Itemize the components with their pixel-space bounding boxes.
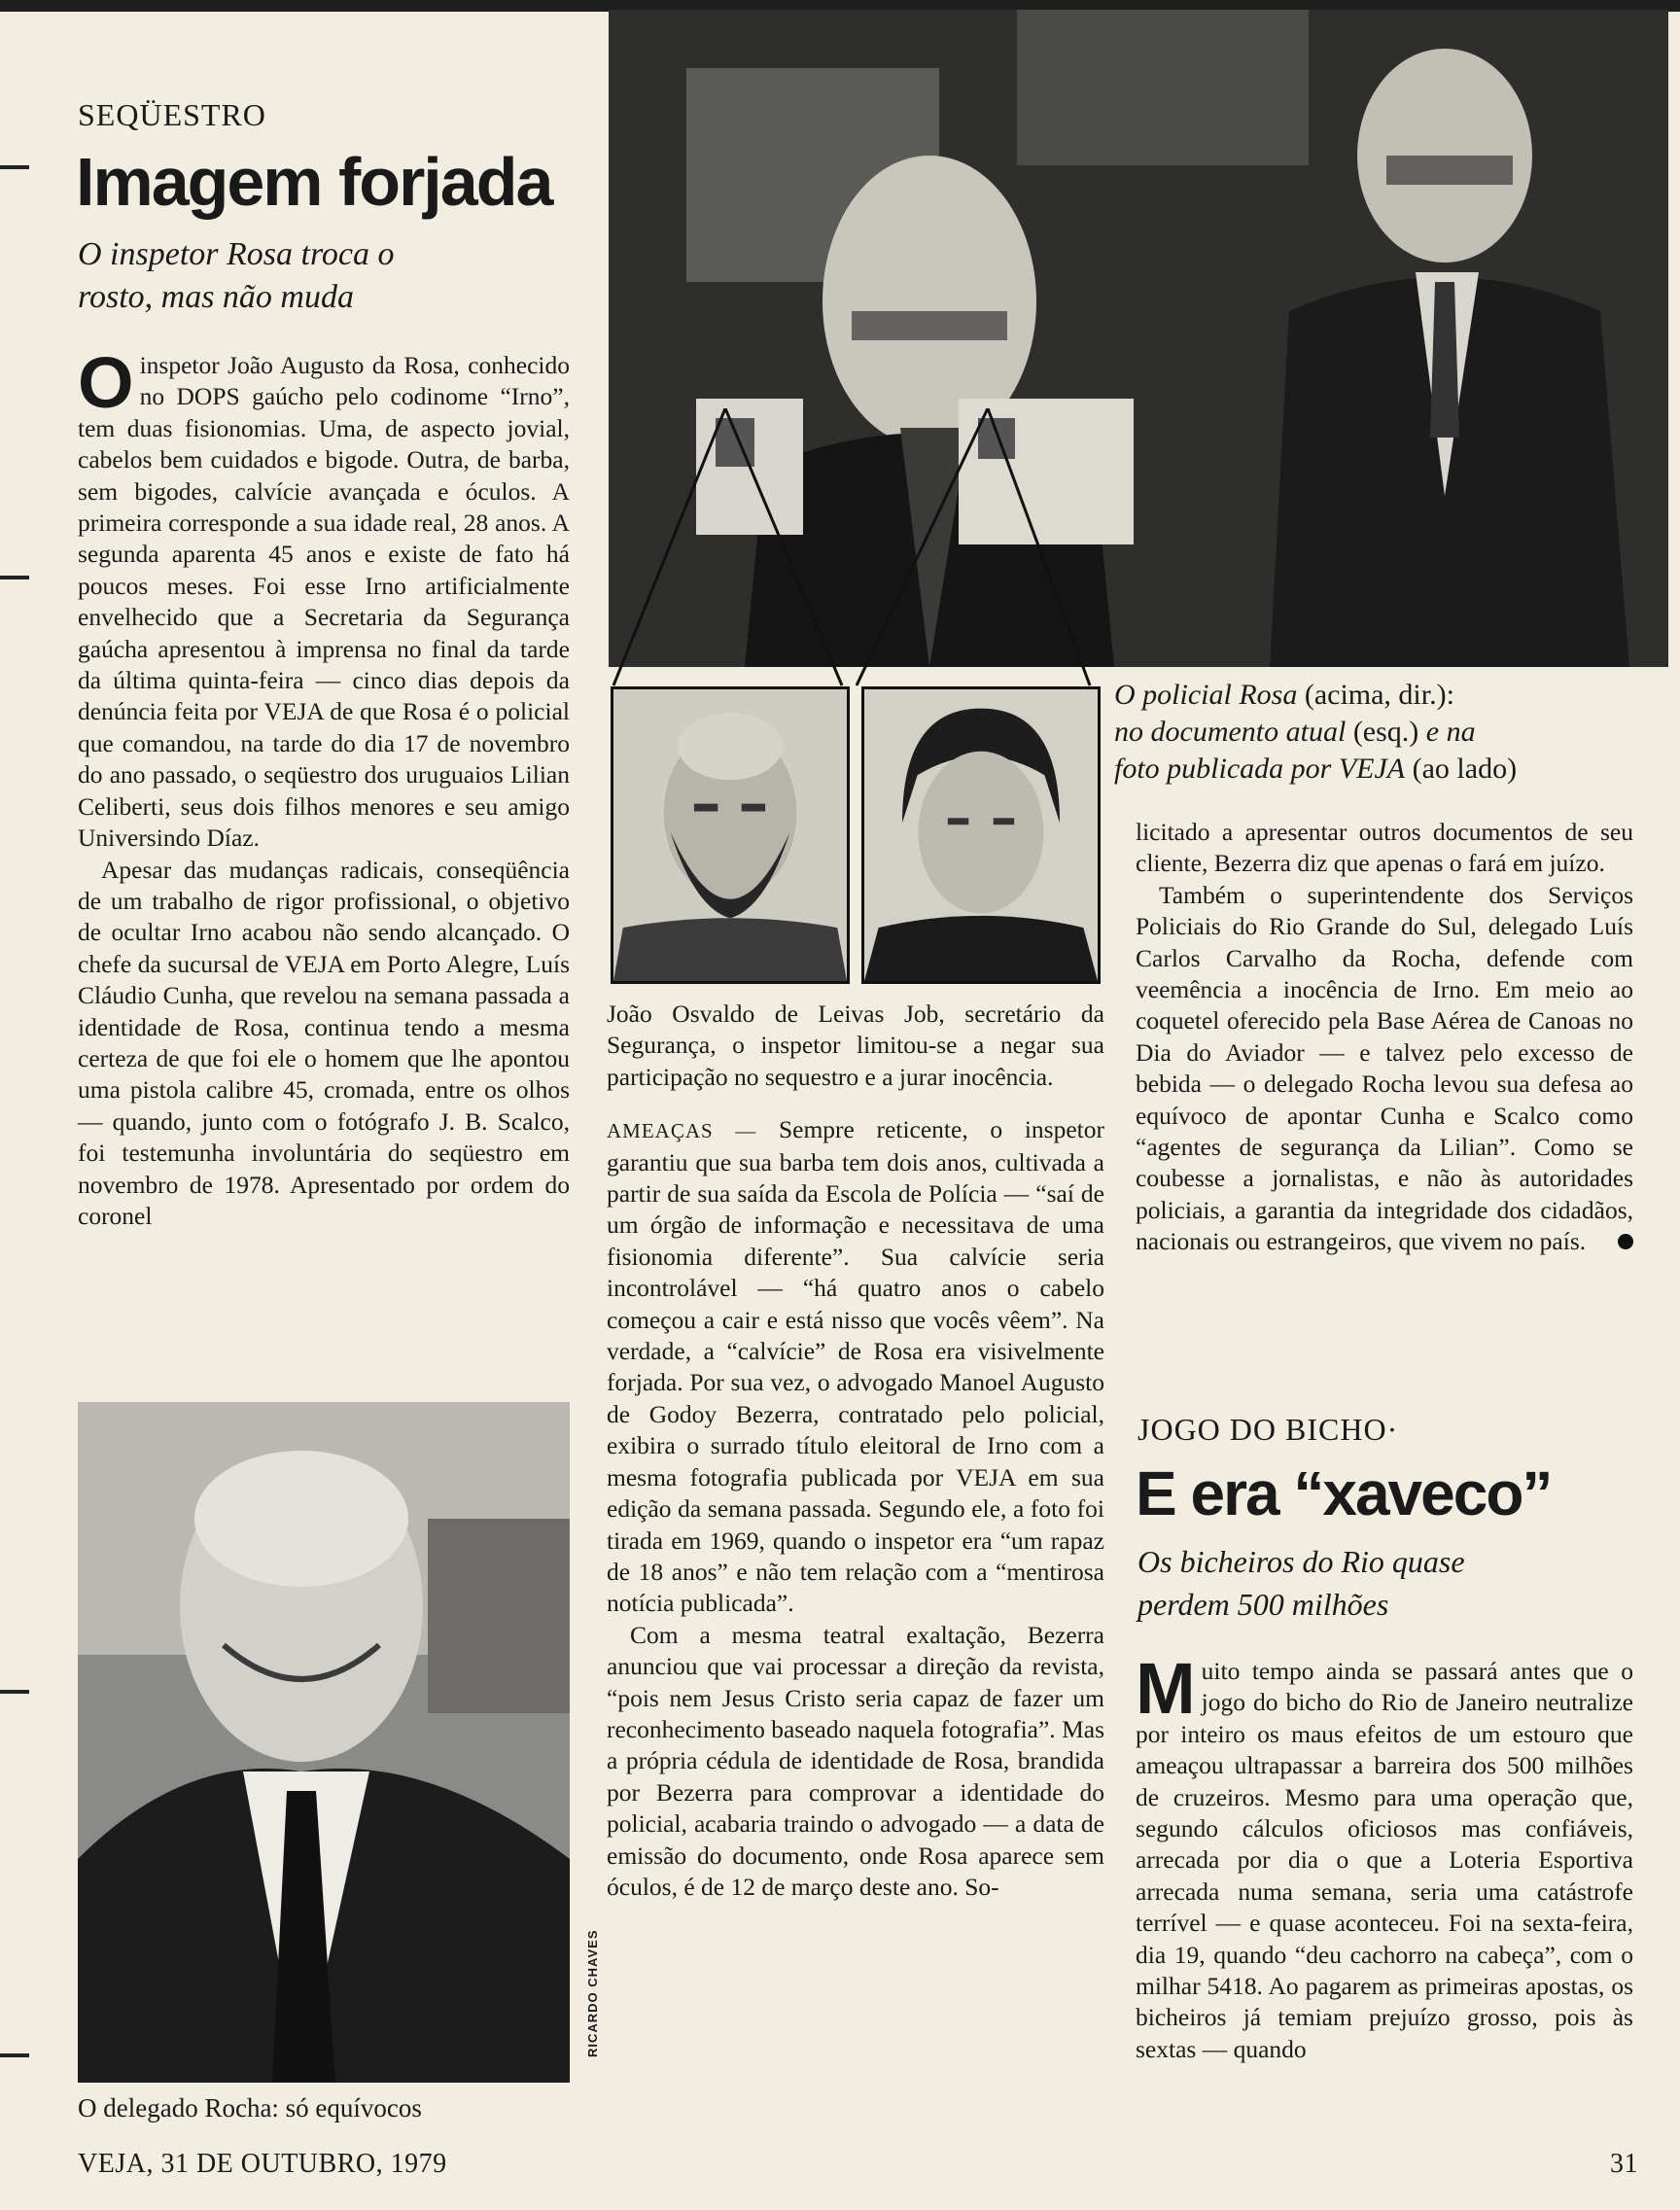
caption-text: foto publicada por VEJA — [1114, 753, 1406, 785]
deck — [78, 233, 395, 319]
paragraph: Sempre reticente, o inspetor garantiu que sua barba tem dois anos, cultivada a partir de sua saída da Escola de Polícia — “saí de um órgão de informação e necessitava de uma fisionomia diferente”. Sua calvície seria incontrolável — “há quatro anos o cabelo começou a cair e está nisso que vocês vêem”. Na verdade, a “calvície” de Rosa era visivelmente forjada. Por sua vez, o advogado Manoel Augusto de Godoy Bezerra, contratado pelo policial, exibira o surrado título eleitoral de Irno com a mesma fotografia publicada por VEJA em sua edição da semana passada. Segundo ele, a foto foi tirada em 1969, quando o inspetor era “um rapaz de 18 anos” e não tem relação com a “mentirosa notícia publicada”. — [607, 1115, 1105, 1618]
photo-credit: RICARDO CHAVES — [585, 1929, 600, 2057]
section-kicker: JOGO DO BICHO· — [1138, 1412, 1399, 1447]
caption-rocha: O delegado Rocha: só equívocos — [78, 2093, 422, 2122]
caption-text: e na — [1418, 716, 1476, 748]
paragraph: Também o superintendente dos Serviços Policiais do Rio Grande do Sul, delegado Luís Carlos Carvalho da Rocha, defende com veemência a inocência de Irno. Em meio ao coquetel oferecido pela Base Aérea de Canoas no Dia do Aviador — e talvez pelo excesso de bebida — o delegado Rocha levou sua defesa ao equívoco de apontar Cunha e Scalco como “agentes de segurança da Lilian”. Como se coubesse a jornalistas, e não às autoridades policiais, a garantia da integridade dos cidadãos, nacionais ou estrangeiros, que vivem no país. — [1136, 880, 1633, 1256]
photo-rosa-foto-publicada — [861, 686, 1101, 984]
caption-text: no documento atual — [1114, 716, 1347, 748]
paragraph: Com a mesma teatral exaltação, Bezerra anunciou que vai processar a direção da revista, “pois nem Jesus Cristo seria capaz de fazer um reconhecimento baseado naquela fotografia”. Mas a própria cédula de identidade de Rosa, brandida por Bezerra para comprovar a identidade do policial, acabaria traindo o advogado — a data de emissão do documento, onde Rosa aparece sem óculos, é de 12 de março deste ano. So- — [607, 1620, 1104, 1901]
margin-mark — [0, 1690, 29, 1694]
connector-lines — [609, 408, 1095, 690]
deck-line: O inspetor Rosa troca o — [78, 236, 395, 272]
headline: Imagem forjada — [76, 144, 552, 220]
article-column-2 — [607, 999, 1104, 1903]
deck-line: rosto, mas não muda — [78, 279, 354, 315]
section-kicker: SEQÜESTRO — [78, 97, 266, 132]
drop-cap: M — [1136, 1648, 1194, 1729]
page-number: 31 — [1610, 2149, 1638, 2179]
caption-text: (acima, dir.): — [1297, 679, 1454, 711]
article-column-3 — [1136, 817, 1633, 1258]
paragraph: licitado a apresentar outros documentos de seu cliente, Bezerra diz que apenas o fará em juízo. — [1136, 818, 1633, 878]
caption-text: (ao lado) — [1405, 753, 1518, 785]
margin-mark — [0, 165, 29, 169]
margin-mark — [0, 576, 29, 579]
deck — [1138, 1540, 1465, 1626]
drop-cap: O — [78, 342, 132, 423]
caption-text: (esq.) — [1346, 716, 1419, 748]
paragraph: Apesar das mudanças radicais, conseqüência de um trabalho de rigor profissional, o objetivo de ocultar Irno acabou não sendo alcançado. O chefe da sucursal de VEJA em Porto Alegre, Luís Cláudio Cunha, que revelou na semana passada a identidade de Rosa, continua tendo a mesma certeza de que foi ele o homem que lhe apontou uma pistola calibre 45, cromada, entre os olhos — quando, junto com o fotógrafo J. B. Scalco, foi testemunha involuntária do seqüestro em novembro de 1978. Apresentado por ordem do coronel — [78, 855, 570, 1230]
photo-delegado-rocha — [78, 1402, 570, 2083]
photo-rosa-documento-atual — [611, 686, 850, 984]
paragraph: uito tempo ainda se passará antes que o jogo do bicho do Rio de Janeiro neutralize por inteiro os maus efeitos de um estouro que ameaçou ultrapassar a barreira dos 500 milhões de cruzeiros. Mesmo para uma operação que, segundo cálculos oficiosos mas confiáveis, arrecada por dia o que a Loteria Esportiva arrecada numa semana, seria uma catástrofe terrível — e quase aconteceu. Foi na sexta-feira, dia 19, quando “deu cachorro na cabeça”, com o milhar 5418. Ao pagarem as primeiras apostas, os bicheiros já temiam prejuízo grosso, pois às sextas — quando — [1136, 1657, 1633, 2063]
margin-mark — [0, 2053, 29, 2057]
deck-line: perdem 500 milhões — [1138, 1587, 1389, 1622]
article2-column — [1136, 1648, 1633, 2065]
footer-issue: VEJA, 31 DE OUTUBRO, 1979 — [78, 2149, 447, 2179]
article-column-1 — [78, 342, 570, 1232]
headline: E era “xaveco” — [1136, 1458, 1552, 1528]
end-mark — [1618, 1234, 1633, 1249]
caption-text: O policial Rosa — [1114, 679, 1298, 711]
caption-rosa — [1114, 677, 1668, 788]
paragraph: João Osvaldo de Leivas Job, secretário da Segurança, o inspetor limitou-se a negar sua participação no sequestro e a jurar inocência. — [607, 1000, 1104, 1091]
deck-line: Os bicheiros do Rio quase — [1138, 1544, 1465, 1579]
paragraph: inspetor João Augusto da Rosa, conhecido no DOPS gaúcho pelo codinome “Irno”, tem duas fisionomias. Uma, de aspecto jovial, cabelos bem cuidados e bigode. Outra, de barba, sem bigodes, calvície avançada e óculos. A primeira corresponde a sua idade real, 28 anos. A segunda aparenta 45 anos e existe de fato há poucos meses. Foi esse Irno artificialmente envelhecido que a Secretaria da Segurança gaúcha apresentou à imprensa no final da tarde da última quinta-feira — cinco dias depois da denúncia feita por VEJA de que Rosa é o policial que comandou, na tarde do dia 17 de novembro do ano passado, o seqüestro dos uruguaios Lilian Celiberti, seus dois filhos menores e seu amigo Universindo Díaz. — [78, 351, 570, 853]
subhead: AMEAÇAS — — [607, 1119, 757, 1143]
